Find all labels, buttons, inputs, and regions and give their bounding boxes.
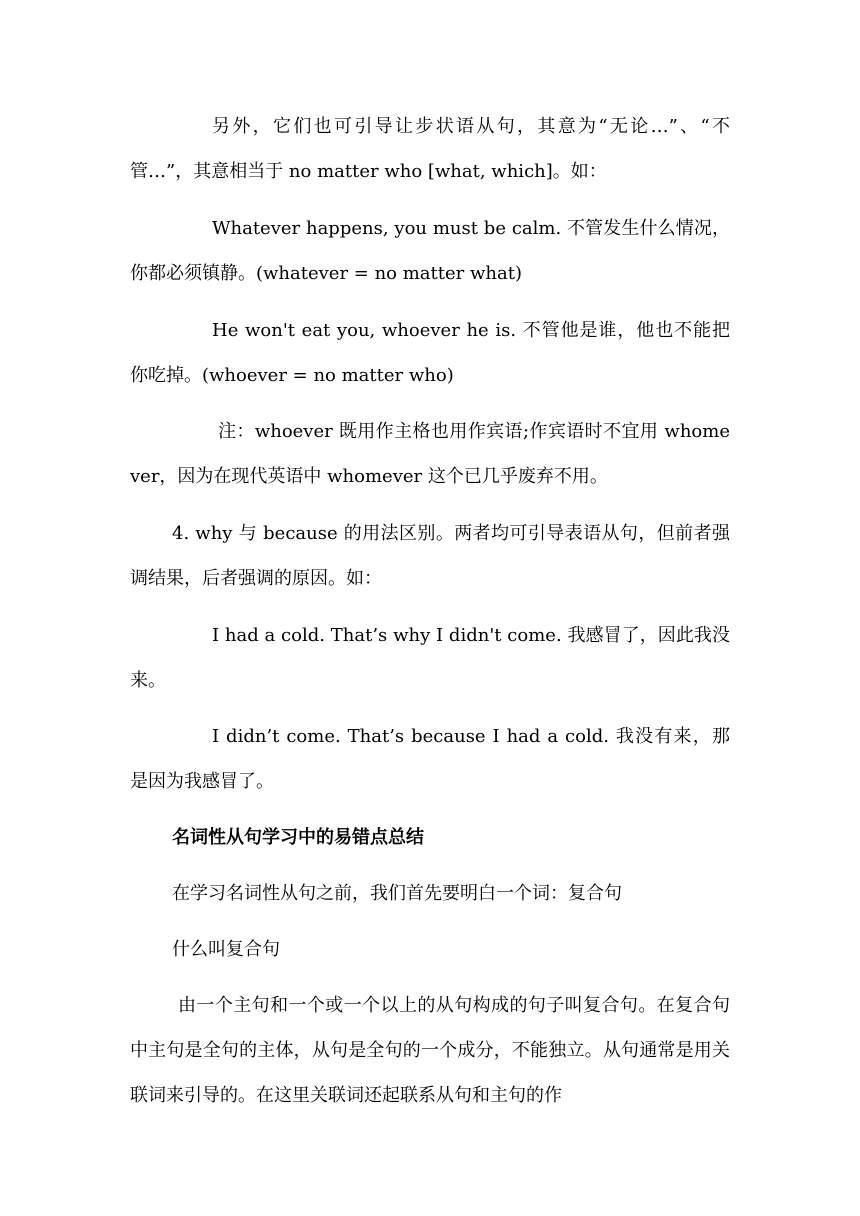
paragraph-example-whoever: He won't eat you, whoever he is. 不管他是谁，他也不能把你吃掉。(whoever = no matter who) — [130, 320, 730, 386]
paragraph-concessive-clause: 另外，它们也可引导让步状语从句，其意为“无论…”、“不管…”，其意相当于 no matter who [what, which]。如： — [130, 116, 730, 182]
paragraph-note-whomever: 注：whoever 既用作主格也用作宾语;作宾语时不宜用 whomever，因为在现代英语中 whomever 这个已几乎废弃不用。 — [130, 421, 730, 487]
paragraph-why-because: 4. why 与 because 的用法区别。两者均可引导表语从句，但前者强调结果，后者强调的原因。如： — [130, 523, 730, 589]
paragraph-example-because: I didn’t come. That’s because I had a cold. 我没有来，那是因为我感冒了。 — [130, 726, 730, 792]
paragraph-compound-sentence-definition: 由一个主句和一个或一个以上的从句构成的句子叫复合句。在复合句中主句是全句的主体，从句是全句的一个成分，不能独立。从句通常是用关联词来引导的。在这里关联词还起联系从句和主句的作 — [130, 995, 730, 1106]
paragraph-example-whatever: Whatever happens, you must be calm. 不管发生什么情况，你都必须镇静。(whatever = no matter what) — [130, 218, 730, 284]
intro-line: 在学习名词性从句之前，我们首先要明白一个词：复合句 — [172, 883, 622, 904]
section-heading: 名词性从句学习中的易错点总结 — [172, 827, 424, 848]
question-line: 什么叫复合句 — [172, 939, 280, 960]
paragraph-example-why: I had a cold. That’s why I didn't come. 我感冒了，因此我没来。 — [130, 625, 730, 691]
